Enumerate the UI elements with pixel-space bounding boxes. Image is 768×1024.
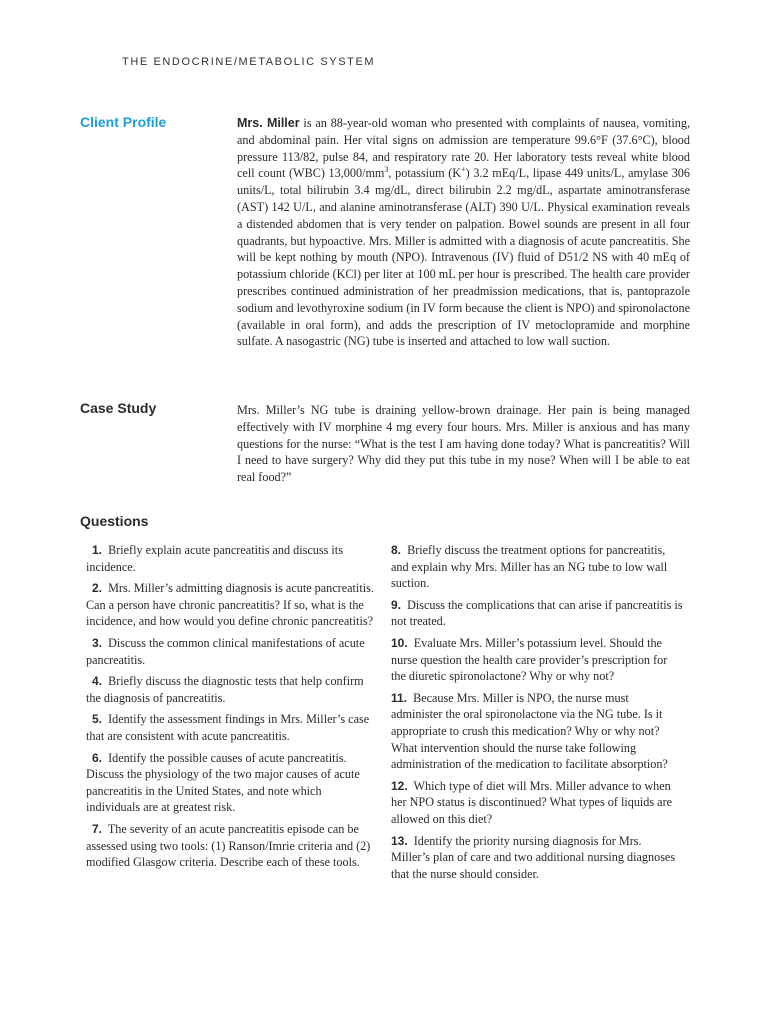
question-item: 2. Mrs. Miller’s admitting diagnosis is acute pancreatitis. Can a person have chronic pancreatitis? If so, what is the incidence, and how would you define chronic pancreatitis?	[86, 581, 374, 629]
client-profile-text-a: is an 88-year-old woman who presented with complaints of nausea, vomiting, and abdominal pain. Her vital signs on admission are temperature 99.6°F (37.6°C), blood pressure 113/82, pulse 84, and respiratory rate 20. Her laboratory tests reveal white blood cell count (WBC) 13,000/mm	[237, 116, 690, 181]
sup-cubed: 3	[384, 165, 389, 175]
case-study-text: Mrs. Miller’s NG tube is draining yellow-brown drainage. Her pain is being managed effectively with IV morphine 4 mg every four hours. Mrs. Miller is anxious and has many questions for the nurse: “What is the test I am having done today? What is pancreatitis? Will I need to have surgery? Why did they put this tube in my nose? When will I be able to eat real food?”	[237, 403, 690, 485]
question-item: 9. Discuss the complications that can arise if pancreatitis is not treated.	[391, 597, 683, 629]
question-item: 6. Identify the possible causes of acute pancreatitis. Discuss the physiology of the two major causes of acute pancreatitis in the United States, and note which individuals are at greatest risk.	[86, 750, 360, 815]
question-item: 11. Because Mrs. Miller is NPO, the nurse must administer the oral spironolactone via the NG tube. Is it appropriate to crush this medication? Why or why not? What intervention should the nurse take following administration of the medication to facilitate absorption?	[391, 690, 668, 772]
running-head: THE ENDOCRINE/METABOLIC SYSTEM	[122, 56, 376, 68]
client-profile-text-c: ) 3.2 mEq/L, lipase 449 units/L, amylase 306 units/L, total bilirubin 3.4 mg/dL, direct bilirubin 2.2 mg/dL, aspartate aminotransferase (AST) 142 U/L, and alanine aminotransferase (ALT) 390 U/L. Physical examination reveals a distended abdomen that is very tender on palpation. Bowel sounds are present in all four quadrants, but hypoactive. Mrs. Miller is admitted with a diagnosis of acute pancreatitis. She will be kept nothing by mouth (NPO). Intravenous (IV) fluid of D51/2 NS with 40 mEq of potassium chloride (KCl) per liter at 100 mL per hour is prescribed. The health care provider prescribes continued administration of her preadmission medications, that is, pantoprazole sodium and levothyroxine sodium (in IV form because the client is NPO) and spironolactone (available in oral form), and adds the prescription of IV metoclopramide and morphine sulfate. A nasogastric (NG) tube is inserted and attached to low wall suction.	[237, 166, 690, 349]
questions-heading: Questions	[80, 513, 149, 529]
case-study-heading: Case Study	[80, 400, 157, 416]
question-item: 12. Which type of diet will Mrs. Miller advance to when her NPO status is discontinued? What types of liquids are allowed on this diet?	[391, 778, 673, 826]
client-name: Mrs. Miller	[237, 116, 300, 130]
question-item: 7. The severity of an acute pancreatitis episode can be assessed using two tools: (1) Ranson/Imrie criteria and (2) modified Glasgow criteria. Describe each of these tools.	[86, 821, 371, 870]
question-item: 8. Briefly discuss the treatment options for pancreatitis, and explain why Mrs. Miller has an NG tube to low wall suction.	[391, 543, 668, 591]
question-item: 13. Identify the priority nursing diagnosis for Mrs. Miller’s plan of care and two additional nursing diagnoses that the nurse should consider.	[391, 833, 676, 881]
questions-left-column	[86, 542, 378, 876]
client-profile-text-b: , potassium (K	[388, 166, 462, 181]
questions-right-column	[391, 542, 683, 887]
question-item: 4. Briefly discuss the diagnostic tests that help confirm the diagnosis of pancreatitis.	[86, 674, 364, 705]
question-item: 1. Briefly explain acute pancreatitis and discuss its incidence.	[86, 543, 343, 574]
question-item: 10. Evaluate Mrs. Miller’s potassium level. Should the nurse question the health care provider’s prescription for the diuretic spironolactone? Why or why not?	[391, 635, 668, 684]
client-profile-text	[237, 115, 690, 350]
question-item: 5. Identify the assessment findings in Mrs. Miller’s case that are consistent with acute pancreatitis.	[86, 712, 370, 743]
question-item: 3. Discuss the common clinical manifestations of acute pancreatitis.	[86, 635, 365, 667]
client-profile-heading: Client Profile	[80, 114, 167, 130]
sup-plus: +	[461, 165, 466, 175]
